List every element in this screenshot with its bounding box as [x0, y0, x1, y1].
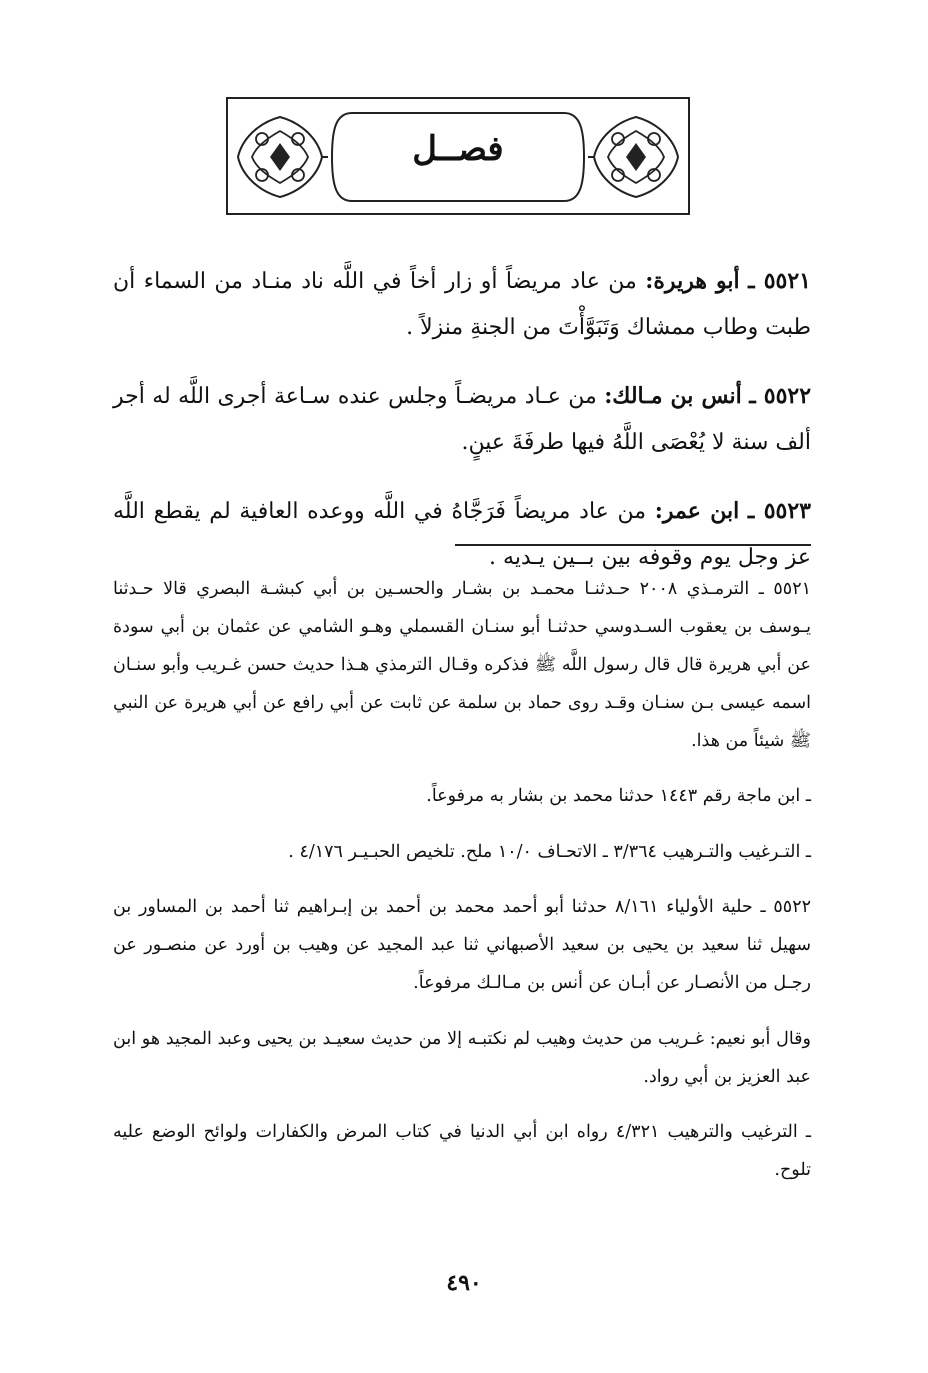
entry-number: ٥٥٢١ ـ	[748, 268, 811, 294]
footnote: ٥٥٢٢ ـ حلية الأولياء ٨/١٦١ حدثنا أبو أحمد محمد بن أحمد بن إبـراهيم ثنا أحمد بن المساور بن سهيل ثنا سعيد بن يحيى بن سعيد الأصبهاني ثنا عبد المجيد عن وهيب بن أورد عن منصـور عن رجـل من الأنصـار عن أبـان عن أنس بن مـالـك مرفوعاً.	[113, 897, 811, 993]
hadith-entry	[113, 373, 811, 466]
footnotes	[113, 552, 811, 1193]
footnote: ـ ابن ماجة رقم ١٤٤٣ حدثنا محمد بن بشار به مرفوعاً.	[426, 786, 811, 806]
hadith-entry	[113, 258, 811, 351]
entry-text: من عـاد مريضـاً وجلس عنده سـاعة أجرى اللَّه له أجر ألف سنة لا يُعْصَى اللَّهُ فيها طرفَةَ عينٍ.	[113, 384, 811, 455]
chapter-title: فصــل	[412, 129, 504, 169]
chapter-header-frame	[226, 97, 690, 215]
entry-narrator: أبو هريرة:	[645, 268, 740, 294]
footnote: ٥٥٢١ ـ الترمـذي ٢٠٠٨ حـدثنـا محمـد بن بشـار والحسـين بن أبي كبشـة البصري قالا حـدثنا يـوسف بن يعقوب السـدوسي حدثنـا أبو سنـان القسملي وهـو الشامي عن عثمان بن أبي سودة عن أبي هريرة قال قال رسول اللَّه ﷺ فذكره وقـال الترمذي هـذا حديث حسن غـريب وأبو سنـان اسمه عيسى بـن سنـان وقـد روى حماد بن سلمة عن ثابت عن أبي رافع عن أبي هريرة عن النبي ﷺ شيئاً من هذا.	[113, 578, 811, 751]
entry-narrator: ابن عمر:	[654, 498, 740, 524]
footnote: وقال أبو نعيم: غـريب من حديث وهيب لم نكتبـه إلا من حديث سعيـد بن يحيى وعبد المجيد هو ابن عبد العزيز بن أبي رواد.	[113, 1028, 811, 1087]
entry-narrator: أنس بن مـالك:	[604, 383, 742, 409]
footnote: ـ الترغيب والترهيب ٤/٣٢١ رواه ابن أبي الدنيا في كتاب المرض والكفارات ولوائح الوضع عليه تلوح.	[113, 1122, 812, 1180]
entry-number: ٥٥٢٣ ـ	[747, 498, 811, 524]
page-number: ٤٩٠	[446, 1270, 482, 1296]
entry-text: من عاد مريضاً فَرَجَّاهُ في اللَّه ووعده العافية لم يقطع اللَّه عز وجل يوم وقوفه بين بــين يـديه .	[113, 499, 811, 570]
entry-number: ٥٥٢٢ ـ	[749, 383, 812, 409]
footnote: ـ التـرغيب والتـرهيب ٣/٣٦٤ ـ الاتحـاف ١٠/٠ ملح. تلخيص الحبـيـر ٤/١٧٦ .	[288, 841, 811, 862]
arabesque-ornament-right	[588, 109, 684, 205]
hadith-entries	[113, 236, 811, 595]
entry-text: من عاد مريضاً أو زار أخاً في اللَّه ناد منـاد من السماء أن طبت وطاب ممشاك وَتَبَوَّأْتَ من الجنةِ منزلاً .	[113, 269, 811, 340]
footnote-divider	[455, 544, 811, 546]
